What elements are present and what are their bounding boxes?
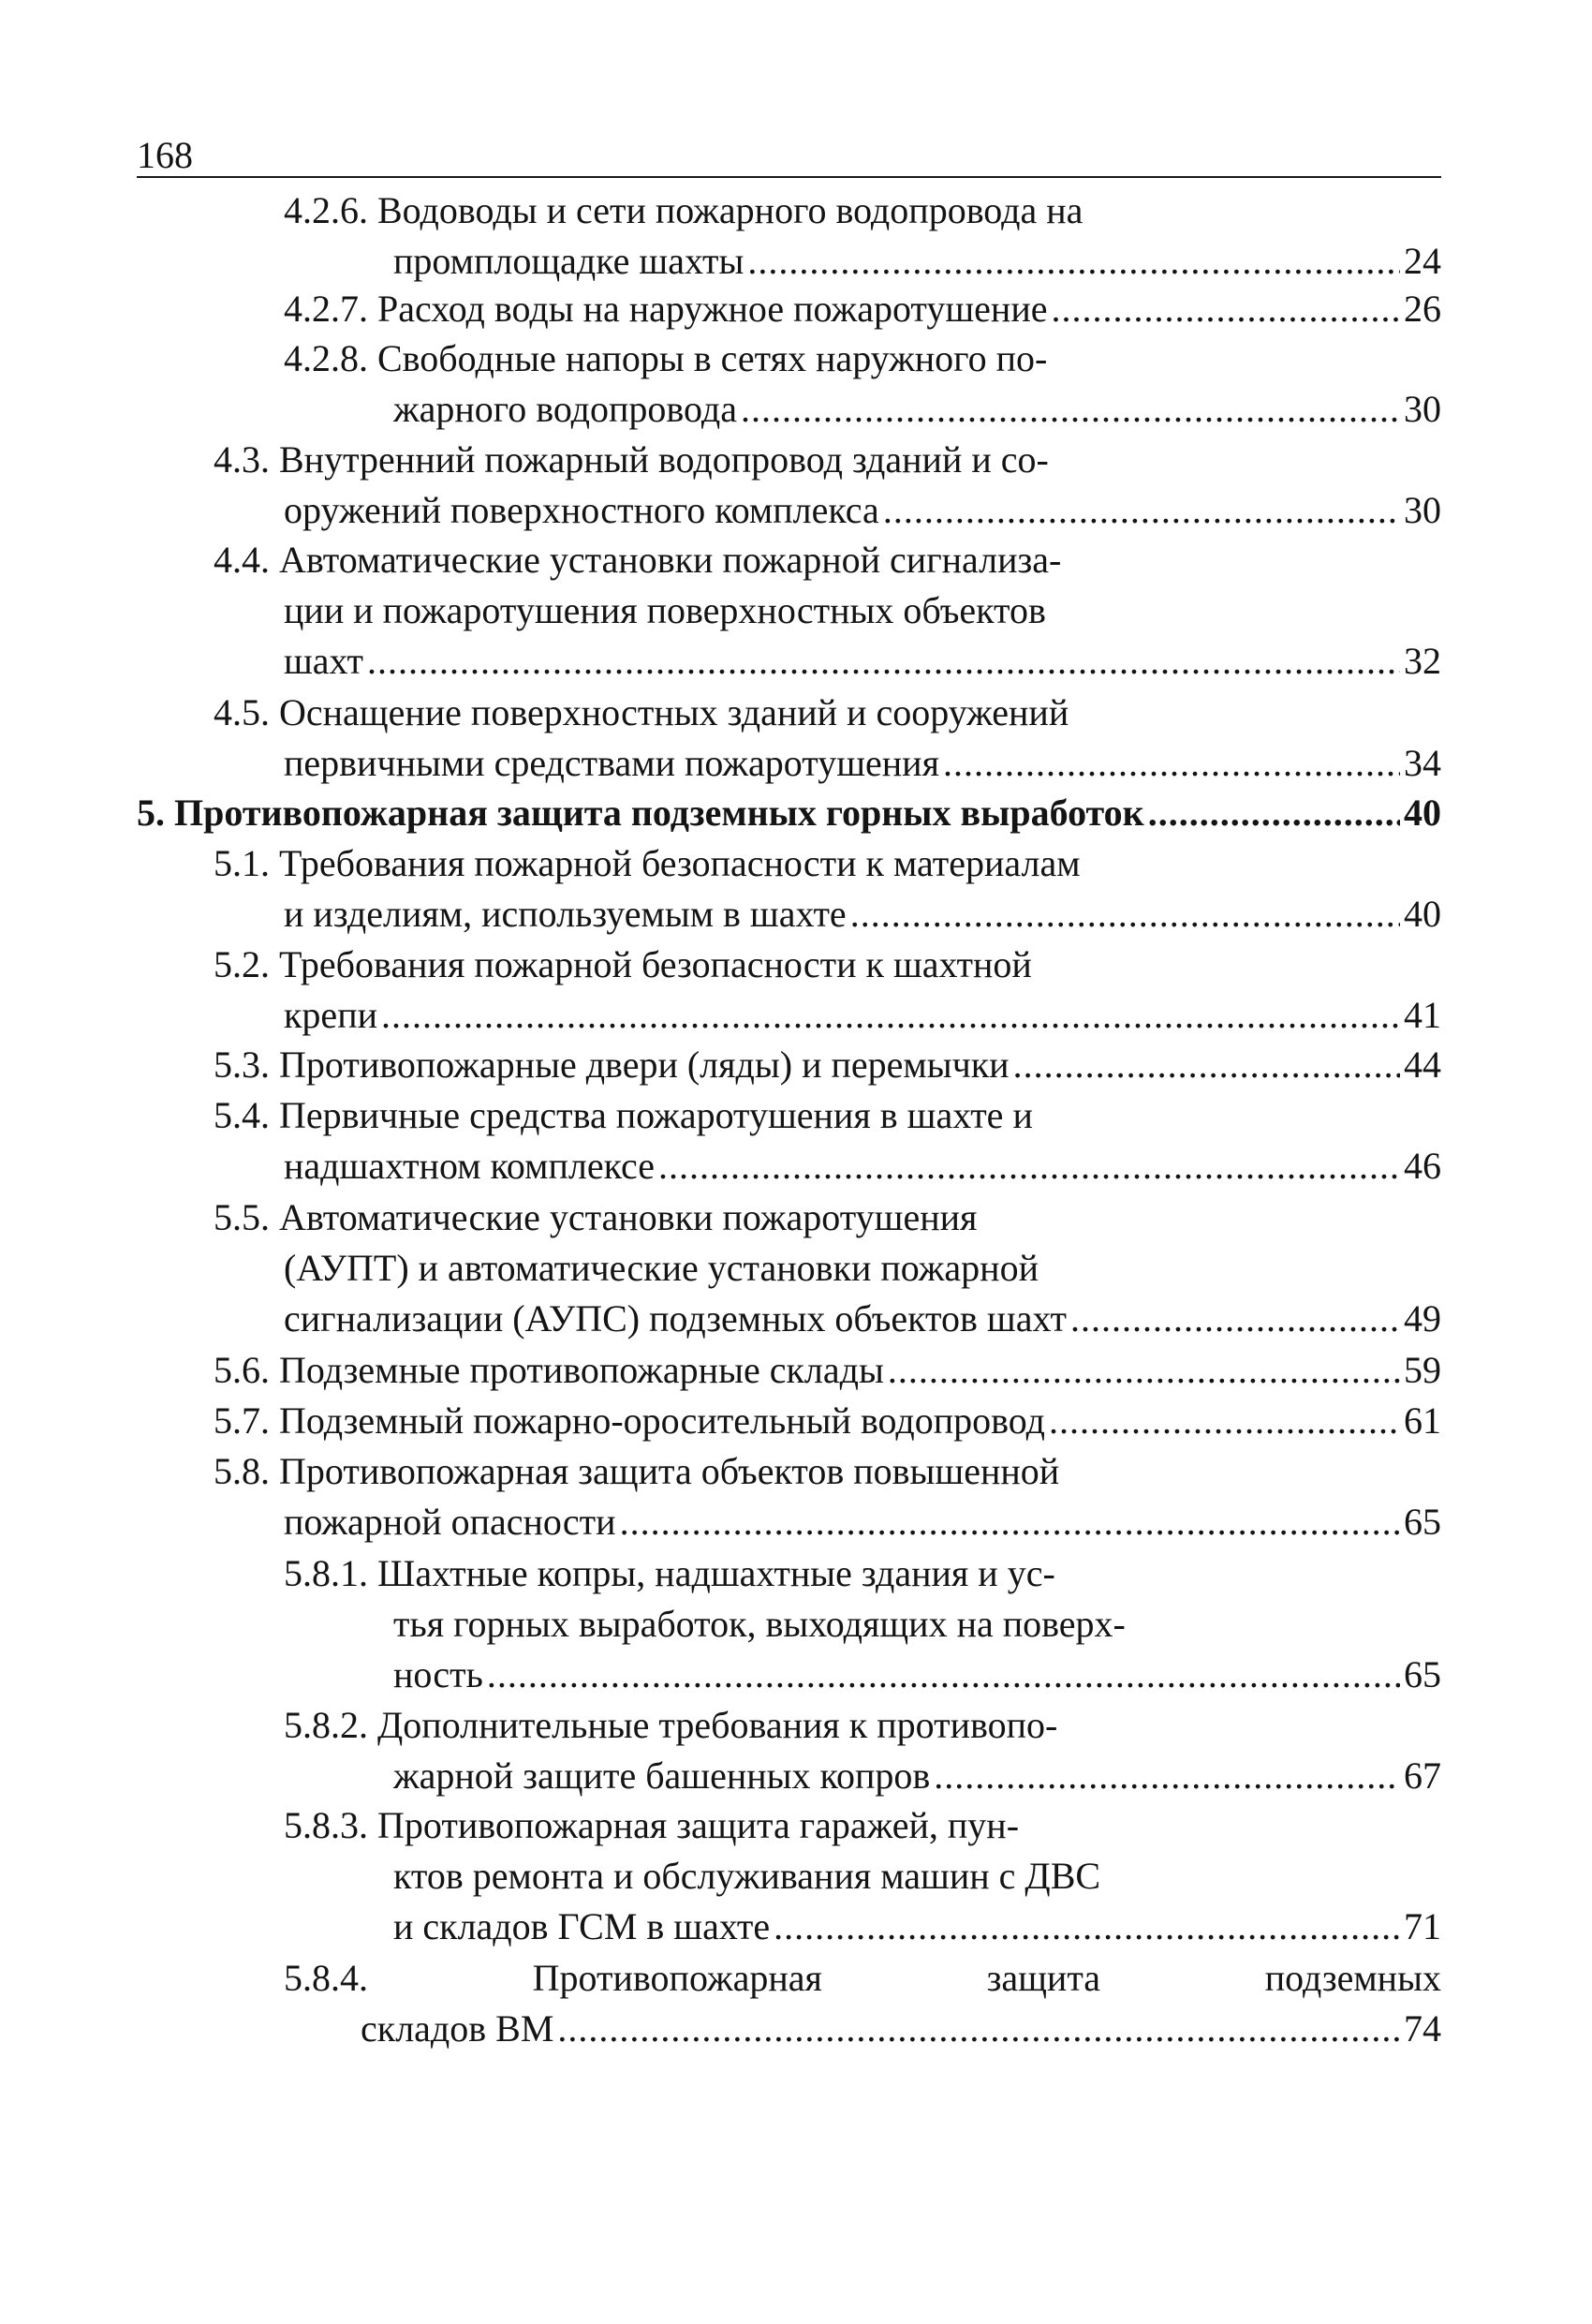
dot-leader: [883, 492, 1400, 529]
dot-leader: [1013, 1046, 1400, 1084]
toc-page-number: 44: [1404, 1044, 1441, 1086]
toc-entry-text: 4.4. Автоматические установки пожарной сигнализа-: [214, 539, 1062, 581]
toc-line: [284, 1957, 1441, 2008]
dot-leader: [741, 391, 1400, 428]
toc-entry-text: сигнализации (АУПС) подземных объектов шахт: [284, 1297, 1067, 1340]
toc-line: [214, 943, 1441, 995]
toc-page-number: 65: [1404, 1653, 1441, 1695]
toc-page-number: 46: [1404, 1145, 1441, 1187]
toc-page-number: 74: [1404, 2007, 1441, 2050]
toc-line: [284, 1247, 1441, 1298]
toc-line: [284, 1704, 1441, 1755]
toc-line: [393, 1855, 1441, 1906]
toc-line: [284, 489, 1441, 540]
toc-entry-text: и изделиям, используемым в шахте: [284, 893, 847, 935]
toc-page-number: 30: [1404, 388, 1441, 430]
toc-entry-text: 4.3. Внутренний пожарный водопровод зданий и со-: [214, 438, 1049, 481]
dot-leader: [367, 643, 1400, 680]
toc-page-number: 59: [1404, 1349, 1441, 1391]
toc-line: [284, 189, 1441, 241]
toc-line: [137, 794, 1441, 843]
dot-leader: [487, 1656, 1400, 1694]
toc-entry-text: промплощадке шахты: [393, 240, 744, 282]
toc-line: [284, 1147, 1441, 1196]
dot-leader: [943, 745, 1400, 782]
toc-page-number: 49: [1404, 1297, 1441, 1340]
dot-leader: [1049, 1402, 1400, 1440]
toc-line: [214, 1196, 1441, 1248]
toc-line: [284, 337, 1441, 389]
toc-line: [284, 1804, 1441, 1856]
toc-entry-text: и складов ГСМ в шахте: [393, 1905, 771, 1947]
toc-entry-text: 5.8.4. Противопожарная защита подземных: [284, 1957, 1441, 1999]
toc-page-number: 30: [1404, 489, 1441, 531]
toc-entry-text: 5.8. Противопожарная защита объектов повышенной: [214, 1450, 1060, 1492]
toc-line: [214, 1450, 1441, 1502]
toc-page-number: 61: [1404, 1399, 1441, 1442]
toc-page-number: 67: [1404, 1754, 1441, 1797]
page-header: [137, 131, 1441, 178]
toc-entry-text: 5.2. Требования пожарной безопасности к шахтной: [214, 943, 1032, 985]
toc-entry-text: 5.7. Подземный пожарно-оросительный водопровод: [214, 1399, 1045, 1442]
toc-line: [214, 1046, 1441, 1095]
toc-line: [284, 290, 1441, 339]
toc-page-number: 26: [1404, 288, 1441, 330]
toc-entry-text: оружений поверхностного комплекса: [284, 489, 879, 531]
dot-leader: [850, 896, 1400, 933]
toc-line: [393, 388, 1441, 439]
toc-entry-text: крепи: [284, 994, 377, 1036]
toc-entry-text: надшахтном комплексе: [284, 1145, 656, 1187]
page-number: 168: [137, 134, 193, 176]
dot-leader: [1148, 794, 1400, 832]
toc-line: [284, 1297, 1441, 1349]
toc-line: [214, 842, 1441, 894]
toc-entry-text: 4.2.6. Водоводы и сети пожарного водопровода на: [284, 189, 1083, 231]
toc-line: [214, 438, 1441, 490]
toc-line: [284, 893, 1441, 944]
toc-page-number: 34: [1404, 742, 1441, 784]
toc-page-number: 40: [1404, 792, 1441, 834]
dot-leader: [620, 1503, 1400, 1541]
toc-line: [284, 742, 1441, 793]
toc-entry-text: 5.8.3. Противопожарная защита гаражей, пун-: [284, 1804, 1020, 1846]
toc-entry-text: 4.2.7. Расход воды на наружное пожаротушение: [284, 288, 1048, 330]
toc-line: [361, 2007, 1441, 2059]
dot-leader: [658, 1147, 1400, 1185]
toc-line: [393, 1754, 1441, 1806]
toc-entry-text: пожарной опасности: [284, 1501, 616, 1543]
toc-entry-text: 5. Противопожарная защита подземных горных выработок: [137, 792, 1144, 834]
toc-entry-text: 5.4. Первичные средства пожаротушения в шахте и: [214, 1094, 1033, 1136]
toc-page-number: 32: [1404, 640, 1441, 682]
toc-line: [284, 1503, 1441, 1552]
toc-entry-text: первичными средствами пожаротушения: [284, 742, 939, 784]
dot-leader: [557, 2010, 1400, 2048]
dot-leader: [888, 1352, 1400, 1389]
toc-line: [214, 541, 1441, 590]
toc-line: [284, 994, 1441, 1045]
toc-entry-text: тья горных выработок, выходящих на поверх-: [393, 1603, 1126, 1645]
toc-line: [393, 1905, 1441, 1957]
toc-entry-text: складов ВМ: [361, 2007, 554, 2050]
toc-entry-text: (АУПТ) и автоматические установки пожарной: [284, 1247, 1039, 1289]
dot-leader: [1070, 1300, 1400, 1338]
toc-line: [393, 1603, 1441, 1654]
toc-entry-text: 4.2.8. Свободные напоры в сетях наружного по-: [284, 337, 1048, 379]
toc-line: [284, 589, 1441, 641]
toc-line: [214, 691, 1441, 743]
dot-leader: [774, 1908, 1400, 1946]
toc-page-number: 40: [1404, 893, 1441, 935]
toc-page-number: 24: [1404, 240, 1441, 282]
toc-entry-text: 5.8.1. Шахтные копры, надшахтные здания и ус-: [284, 1552, 1055, 1594]
toc-line: [284, 1552, 1441, 1604]
dot-leader: [934, 1757, 1400, 1795]
toc-entry-text: 5.8.2. Дополнительные требования к противопо-: [284, 1704, 1058, 1746]
toc-entry-text: ктов ремонта и обслуживания машин с ДВС: [393, 1855, 1101, 1897]
toc-entry-text: жарной защите башенных копров: [393, 1754, 931, 1797]
toc-line: [393, 240, 1441, 291]
dot-leader: [381, 997, 1400, 1034]
toc-line: [214, 1349, 1441, 1400]
toc-line: [214, 1094, 1441, 1146]
toc-page-number: 65: [1404, 1501, 1441, 1543]
toc-entry-text: жарного водопровода: [393, 388, 737, 430]
toc-line: [393, 1653, 1441, 1705]
toc-entry-text: 5.5. Автоматические установки пожаротушения: [214, 1196, 978, 1238]
toc-line: [284, 640, 1441, 691]
dot-leader: [1052, 290, 1401, 328]
dot-leader: [747, 243, 1400, 280]
toc-entry-text: 5.6. Подземные противопожарные склады: [214, 1349, 884, 1391]
toc-entry-text: 5.1. Требования пожарной безопасности к материалам: [214, 842, 1081, 884]
toc-entry-text: шахт: [284, 640, 364, 682]
toc-entry-text: 5.3. Противопожарные двери (ляды) и перемычки: [214, 1044, 1010, 1086]
toc-entry-text: ность: [393, 1653, 483, 1695]
toc-page-number: 41: [1404, 994, 1441, 1036]
toc-entry-text: 4.5. Оснащение поверхностных зданий и сооружений: [214, 691, 1069, 733]
toc-page-number: 71: [1404, 1905, 1441, 1947]
toc-line: [214, 1399, 1441, 1451]
toc-entry-text: ции и пожаротушения поверхностных объектов: [284, 589, 1046, 631]
